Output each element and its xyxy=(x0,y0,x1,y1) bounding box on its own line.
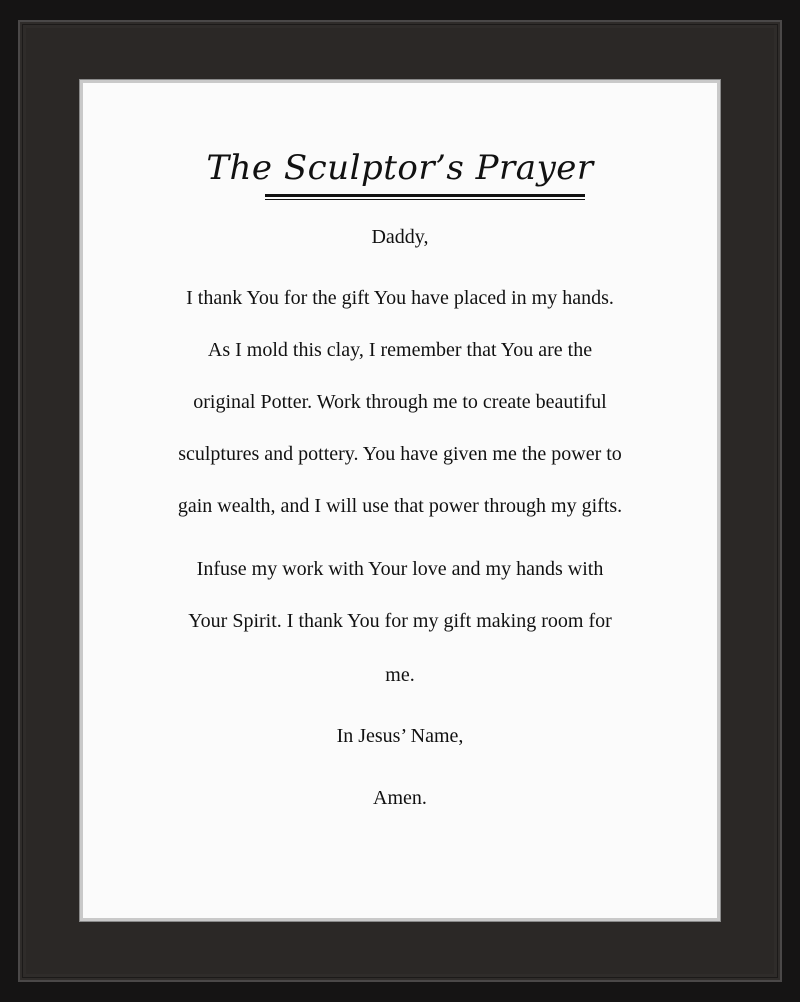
body-line: gain wealth, and I will use that power through my gifts. xyxy=(177,495,623,517)
signoff-line: Amen. xyxy=(373,787,427,809)
prayer-title: The Sculptor’s Prayer xyxy=(206,148,594,188)
body-line: Your Spirit. I thank You for my gift making room for xyxy=(188,610,612,632)
closing-line: In Jesus’ Name, xyxy=(336,725,464,747)
body-line: Infuse my work with Your love and my hands with xyxy=(196,558,604,580)
body-line: sculptures and pottery. You have given me the power to xyxy=(178,443,622,465)
prayer-page xyxy=(83,83,717,918)
body-line: original Potter. Work through me to create beautiful xyxy=(193,391,607,413)
body-line: As I mold this clay, I remember that You are the xyxy=(207,339,593,361)
salutation: Daddy, xyxy=(371,226,429,248)
title-underline xyxy=(265,194,585,197)
body-line: I thank You for the gift You have placed in my hands. xyxy=(186,287,614,309)
title-underline-thin xyxy=(265,199,585,200)
body-line: me. xyxy=(385,664,415,686)
